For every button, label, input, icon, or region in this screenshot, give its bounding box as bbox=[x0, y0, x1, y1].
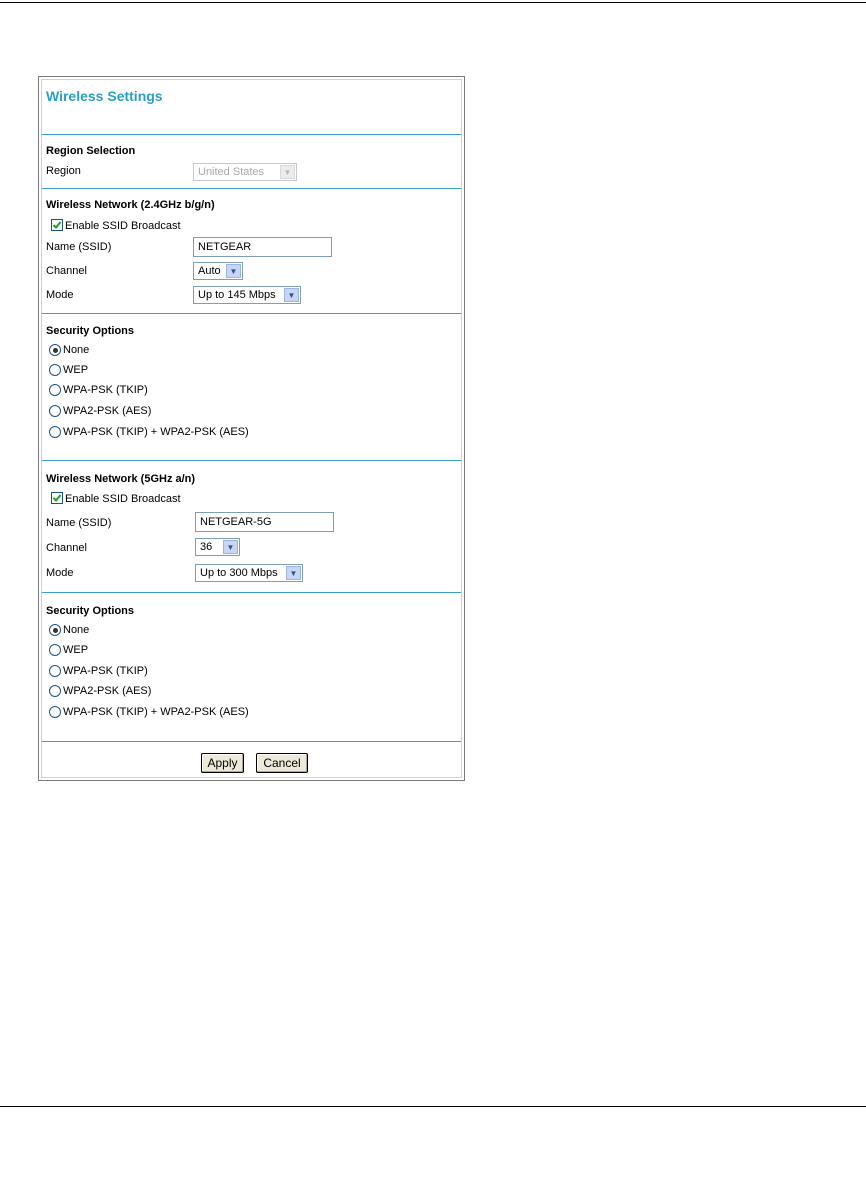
net24-channel-label: Channel bbox=[46, 265, 87, 277]
net5-channel-label: Channel bbox=[46, 542, 87, 554]
net24-ssid-broadcast-label: Enable SSID Broadcast bbox=[65, 220, 181, 232]
chevron-down-icon: ▼ bbox=[226, 264, 241, 278]
chevron-down-icon: ▼ bbox=[223, 540, 238, 554]
net24-mode-value: Up to 145 Mbps bbox=[198, 289, 276, 301]
separator bbox=[42, 460, 461, 461]
sec24-section-header: Security Options bbox=[46, 325, 135, 337]
net5-name-label: Name (SSID) bbox=[46, 517, 112, 529]
sec24-option-wep[interactable] bbox=[49, 364, 88, 376]
net5-mode-value: Up to 300 Mbps bbox=[200, 567, 278, 579]
radio-button[interactable] bbox=[49, 344, 61, 356]
wireless-settings-panel bbox=[38, 76, 465, 781]
page-bottom-rule bbox=[0, 1106, 866, 1107]
sec24-option-wpa2-psk[interactable] bbox=[49, 405, 151, 417]
net24-name-label: Name (SSID) bbox=[46, 241, 112, 253]
separator bbox=[42, 592, 461, 593]
page-title: Wireless Settings bbox=[46, 88, 163, 104]
net5-mode-label: Mode bbox=[46, 567, 74, 579]
radio-button[interactable] bbox=[49, 644, 61, 656]
page-top-rule bbox=[0, 2, 866, 3]
separator bbox=[42, 134, 461, 135]
net5-channel-select[interactable] bbox=[195, 538, 240, 556]
net24-ssid-broadcast-checkbox[interactable] bbox=[51, 219, 63, 231]
chevron-down-icon: ▼ bbox=[280, 165, 295, 179]
checkmark-icon bbox=[52, 220, 62, 230]
separator bbox=[42, 741, 461, 742]
radio-button[interactable] bbox=[49, 685, 61, 697]
radio-button[interactable] bbox=[49, 384, 61, 396]
net5-channel-value: 36 bbox=[200, 541, 213, 553]
radio-button[interactable] bbox=[49, 665, 61, 677]
sec24-option-wpa-psk[interactable] bbox=[49, 384, 148, 396]
net5-section-header: Wireless Network (5GHz a/n) bbox=[46, 473, 196, 485]
sec5-option-wpa-psk[interactable] bbox=[49, 665, 148, 677]
sec5-section-header: Security Options bbox=[46, 605, 135, 617]
radio-button[interactable] bbox=[49, 426, 61, 438]
region-section-header: Region Selection bbox=[46, 145, 136, 157]
separator bbox=[42, 188, 461, 189]
net24-mode-label: Mode bbox=[46, 289, 74, 301]
radio-button[interactable] bbox=[49, 706, 61, 718]
region-label: Region bbox=[46, 165, 81, 177]
apply-button[interactable]: Apply bbox=[201, 753, 244, 773]
radio-label: WEP bbox=[63, 364, 89, 376]
chevron-down-icon: ▼ bbox=[284, 288, 299, 302]
radio-button[interactable] bbox=[49, 405, 61, 417]
sec5-option-none[interactable] bbox=[49, 624, 89, 636]
radio-label: WEP bbox=[63, 644, 89, 656]
region-select bbox=[193, 163, 297, 181]
checkmark-icon bbox=[52, 493, 62, 503]
radio-label: WPA-PSK (TKIP) + WPA2-PSK (AES) bbox=[63, 426, 249, 438]
net5-mode-select[interactable] bbox=[195, 564, 303, 582]
sec5-option-wpa-wpa2-mixed[interactable] bbox=[49, 706, 249, 718]
net24-channel-select[interactable] bbox=[193, 262, 243, 280]
radio-label: WPA2-PSK (AES) bbox=[63, 685, 152, 697]
net24-ssid-input[interactable] bbox=[193, 237, 332, 257]
sec24-option-wpa-wpa2-mixed[interactable] bbox=[49, 426, 249, 438]
radio-label: None bbox=[63, 344, 90, 356]
chevron-down-icon: ▼ bbox=[286, 566, 301, 580]
net24-section-header: Wireless Network (2.4GHz b/g/n) bbox=[46, 199, 215, 211]
sec5-option-wpa2-psk[interactable] bbox=[49, 685, 151, 697]
radio-label: WPA-PSK (TKIP) bbox=[63, 665, 148, 677]
net24-channel-value: Auto bbox=[198, 265, 221, 277]
radio-button[interactable] bbox=[49, 364, 61, 376]
sec5-option-wep[interactable] bbox=[49, 644, 88, 656]
cancel-button[interactable]: Cancel bbox=[256, 753, 308, 773]
radio-label: WPA-PSK (TKIP) + WPA2-PSK (AES) bbox=[63, 706, 249, 718]
radio-button[interactable] bbox=[49, 624, 61, 636]
net5-ssid-broadcast-checkbox[interactable] bbox=[51, 492, 63, 504]
region-select-value: United States bbox=[198, 166, 265, 178]
radio-label: WPA2-PSK (AES) bbox=[63, 405, 152, 417]
net5-ssid-input[interactable] bbox=[195, 512, 334, 532]
radio-label: None bbox=[63, 624, 90, 636]
sec24-option-none[interactable] bbox=[49, 344, 89, 356]
separator bbox=[42, 313, 461, 314]
radio-label: WPA-PSK (TKIP) bbox=[63, 384, 148, 396]
net24-mode-select[interactable] bbox=[193, 286, 301, 304]
net5-ssid-broadcast-label: Enable SSID Broadcast bbox=[65, 493, 181, 505]
